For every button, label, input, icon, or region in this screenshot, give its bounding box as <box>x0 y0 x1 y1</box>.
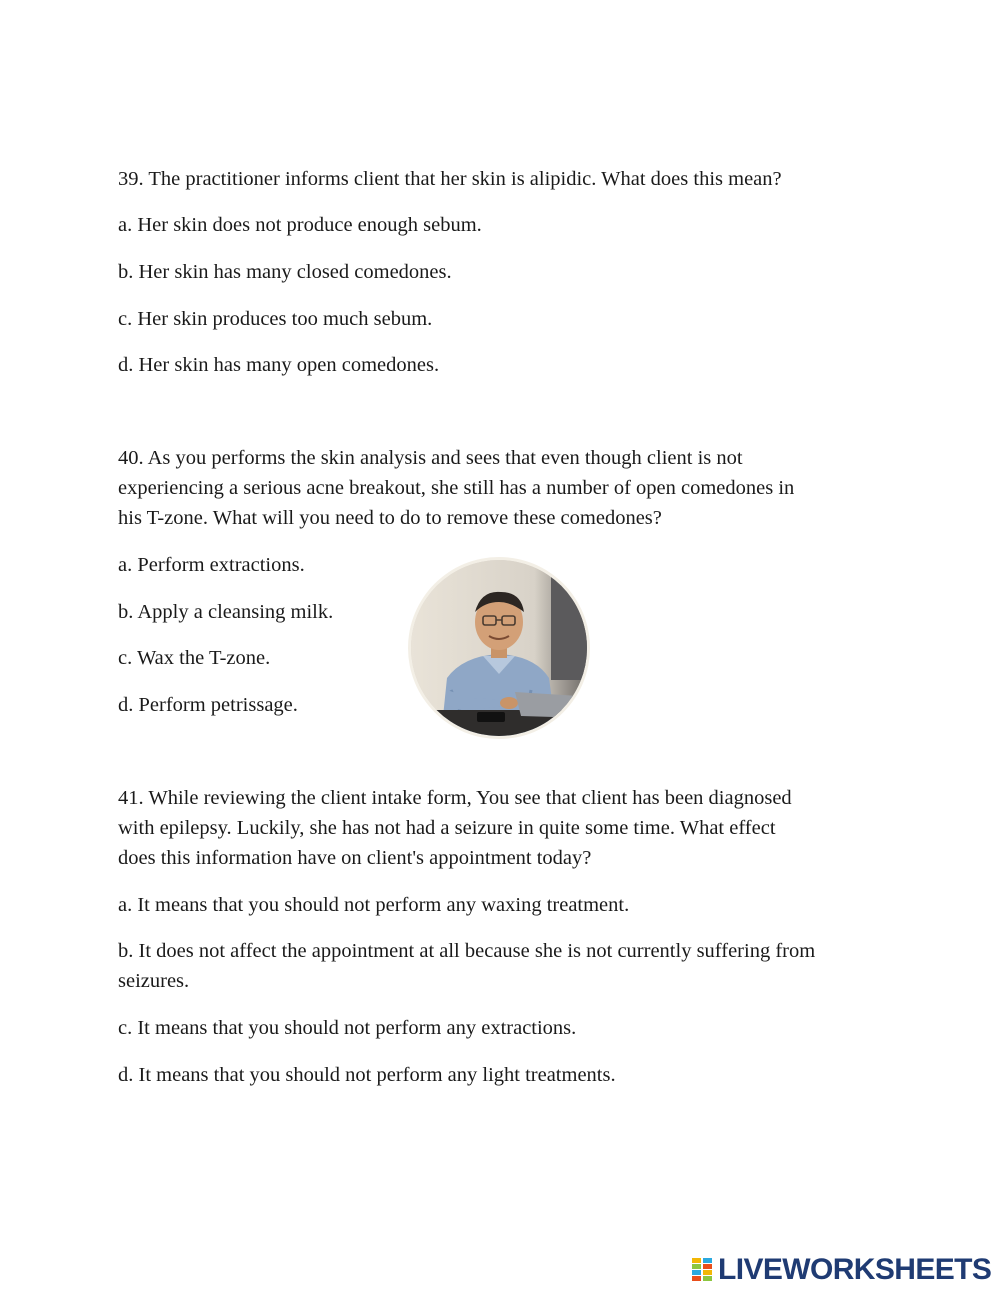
question-39-option-d[interactable]: d. Her skin has many open comedones. <box>118 354 440 376</box>
question-41-prompt-line-1: 41. While reviewing the client intake form, You see that client has been diagnosed <box>118 787 792 809</box>
liveworksheets-logo <box>692 1254 991 1286</box>
liveworksheets-logo-icon <box>692 1258 712 1282</box>
liveworksheets-brand-text: LIVEWORKSHEETS <box>718 1253 992 1286</box>
question-40-option-c[interactable]: c. Wax the T-zone. <box>118 647 271 669</box>
question-41-option-d[interactable]: d. It means that you should not perform any light treatments. <box>118 1064 616 1086</box>
question-39-prompt: 39. The practitioner informs client that her skin is alipidic. What does this mean? <box>118 168 782 190</box>
question-40-prompt-line-3: his T-zone. What will you need to do to remove these comedones? <box>118 507 662 529</box>
question-41-option-a[interactable]: a. It means that you should not perform any waxing treatment. <box>118 894 630 916</box>
question-40-option-a[interactable]: a. Perform extractions. <box>118 554 305 576</box>
question-41-prompt-line-3: does this information have on client's appointment today? <box>118 847 592 869</box>
question-39-option-c[interactable]: c. Her skin produces too much sebum. <box>118 308 433 330</box>
question-40-option-d[interactable]: d. Perform petrissage. <box>118 694 298 716</box>
question-41-option-b[interactable]: b. It does not affect the appointment at all because she is not currently suffering from seizures. <box>118 940 816 992</box>
question-40-prompt-line-2: experiencing a serious acne breakout, she still has a number of open comedones in <box>118 477 795 499</box>
author-photo <box>411 560 587 736</box>
question-41-prompt-line-2: with epilepsy. Luckily, she has not had a seizure in quite some time. What effect <box>118 817 776 839</box>
question-39-option-b[interactable]: b. Her skin has many closed comedones. <box>118 261 452 283</box>
question-39-option-a[interactable]: a. Her skin does not produce enough sebum. <box>118 214 482 236</box>
question-40-option-b[interactable]: b. Apply a cleansing milk. <box>118 601 334 623</box>
question-41-option-c[interactable]: c. It means that you should not perform any extractions. <box>118 1017 577 1039</box>
person-portrait-icon <box>411 560 587 736</box>
question-40-prompt-line-1: 40. As you performs the skin analysis and sees that even though client is not <box>118 447 743 469</box>
